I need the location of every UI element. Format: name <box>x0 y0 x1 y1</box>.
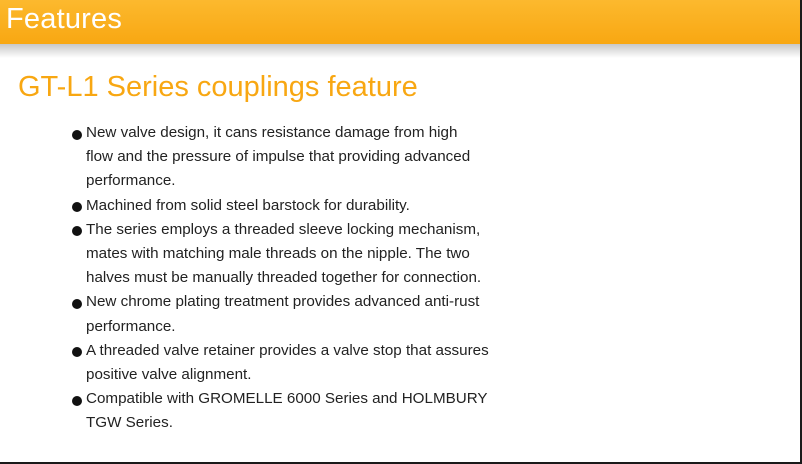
feature-item <box>71 339 591 387</box>
feature-text-line: New valve design, it cans resistance damage from high <box>86 124 458 141</box>
feature-text-line: performance. <box>86 317 176 335</box>
section-title: GT-L1 Series couplings feature <box>18 71 418 103</box>
feature-text-line: performance. <box>86 172 176 190</box>
feature-text-line: positive valve alignment. <box>86 366 252 384</box>
feature-text-line: flow and the pressure of impulse that providing advanced <box>86 148 471 166</box>
bullet-icon <box>72 202 82 212</box>
feature-text-line: mates with matching male threads on the nipple. The two <box>86 245 470 263</box>
feature-item <box>71 387 591 435</box>
feature-text-line: New chrome plating treatment provides advanced anti-rust <box>86 293 480 311</box>
feature-item <box>71 121 591 194</box>
header-bar <box>0 0 800 44</box>
header-shadow <box>0 44 800 58</box>
bullet-icon <box>72 299 82 309</box>
bullet-icon <box>72 396 82 406</box>
feature-item <box>71 194 591 218</box>
feature-text-line: TGW Series. <box>86 414 173 432</box>
feature-list <box>71 121 591 436</box>
feature-text-line: Machined from solid steel barstock for durability. <box>86 196 410 214</box>
feature-item <box>71 218 591 291</box>
header-title: Features <box>6 3 123 35</box>
bullet-icon <box>72 226 82 236</box>
bullet-icon <box>72 130 82 140</box>
feature-text-line: Compatible with GROMELLE 6000 Series and HOLMBURY <box>86 390 488 408</box>
feature-text-line: The series employs a threaded sleeve locking mechanism, <box>86 220 481 238</box>
feature-text-line: A threaded valve retainer provides a valve stop that assures <box>86 341 489 359</box>
feature-text-line: halves must be manually threaded together for connection. <box>86 269 482 287</box>
bullet-icon <box>72 347 82 357</box>
feature-item <box>71 290 591 338</box>
